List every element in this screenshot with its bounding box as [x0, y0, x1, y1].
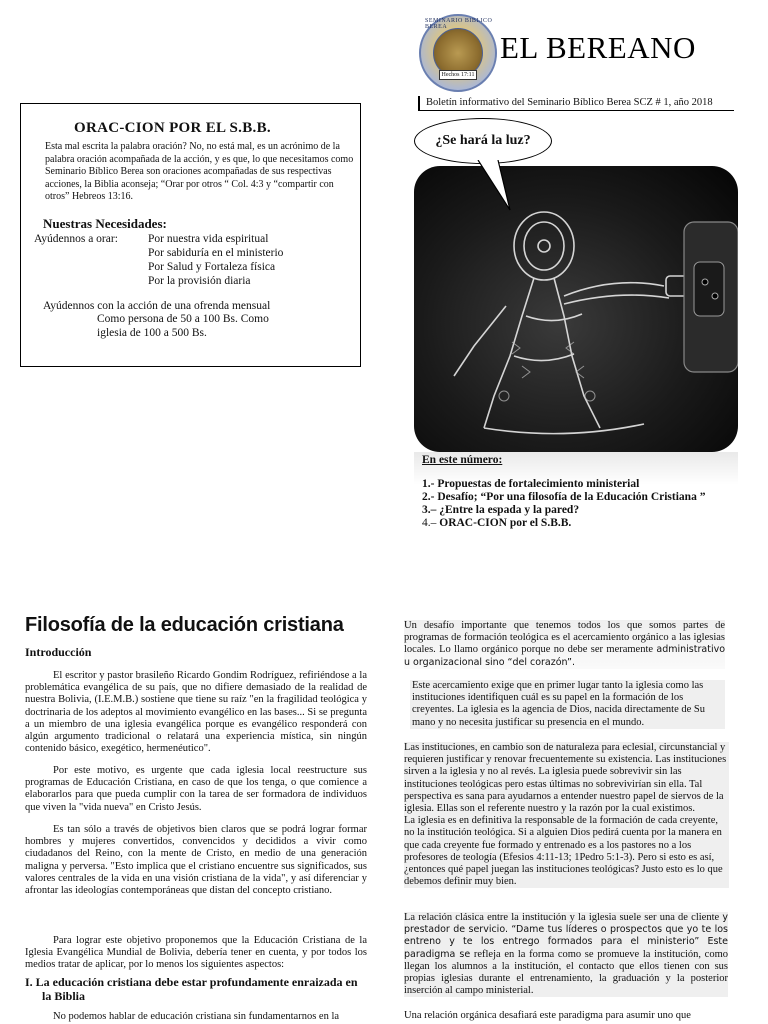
need-item: Por la provisión diaria	[148, 274, 251, 287]
paragraph-text: Para lograr este objetivo proponemos que la Educación Cristiana de la Iglesia Evangélica Mundial de Bolivia, debería tener en cuenta, y por todos los medios tratar de aplicar, por lo menos los siguientes aspectos:	[25, 935, 367, 971]
offer-text	[43, 300, 350, 341]
index-item: 2.- Desafío; “Por una filosofía de la Educación Cristiana ”	[422, 491, 706, 503]
right-paragraph: Una relación orgánica desafiará este paradigma para asumir uno que	[404, 1010, 691, 1021]
paragraph-text: Es tan sólo a través de objetivos bien claros que se podrá lograr formar hombres y mujeres convertidos, convencidos y decididos a vivir como ciudadanos del Reino, con la mente de Cristo, en medio de una generación maligna y perversa. "Esto implica que el cristiano encuentre sus significados, sus valores centrales de la vida en una visión cristiana de la vida", y así diferenciar y afrontar las ideologías contemporáneas que distan del concepto cristiano.	[25, 824, 367, 897]
speech-bubble-tail	[476, 160, 516, 212]
seminary-logo	[419, 14, 497, 92]
needs-lead: Ayúdennos a orar:	[34, 232, 118, 245]
paragraph-text: La relación clásica entre la institución y la iglesia suele ser una de cliente	[404, 912, 720, 923]
article-paragraph	[25, 1011, 367, 1023]
issue-index	[414, 452, 738, 534]
logo-book-icon: Hechos 17:11	[439, 70, 477, 80]
index-heading: En este número:	[422, 454, 503, 466]
paragraph-text: Las instituciones, en cambio son de naturaleza para eclesial, circunstancial y requieren justificar y renovar frecuentemente su existencia. Las instituciones sirven a la iglesia y no al revés. La iglesia puede sobrevivir sin las instituciones teológicas pero estas últimas no sobrevivirían sin ella. Tal perspectiva es sana para ayudarnos a entender nuestro papel de siervos de la iglesia. Ellas son el referente nuestro y la razón por la cual existimos.	[404, 742, 727, 815]
need-item: Por nuestra vida espiritual	[148, 232, 269, 245]
logo-ring-text: SEMINARIO BIBLICO BEREA	[425, 18, 493, 30]
intro-heading: Introducción	[25, 645, 92, 659]
index-item-number: 4.–	[422, 517, 437, 529]
article-paragraph	[25, 670, 367, 755]
right-paragraph	[404, 912, 728, 997]
paragraph-script-text: y prestador de servicio. “Dame tus líderes o prospectos que yo te los entreno y te los entrego formados para el ministerio” Este paradigma se	[404, 912, 729, 960]
speech-bubble: ¿Se hará la luz?	[414, 118, 552, 164]
paragraph-text: Por este motivo, es urgente que cada iglesia local reestructure sus programas de Educación Cristiana, en caso de que los tenga, o que comience a elaborarlos para que pueda cumplir con la tarea de ser formadora de individuos que viven la "vida nueva" en Cristo Jesús.	[25, 765, 367, 813]
index-item: 3.– ¿Entre la espada y la pared?	[422, 504, 580, 516]
article-paragraph	[25, 824, 367, 897]
article-title: Filosofía de la educación cristiana	[25, 614, 344, 636]
right-paragraph: Este acercamiento exige que en primer lugar tanto la iglesia como las instituciones identifiquen cuál es su papel en la formación de los creyentes. La iglesia es la agencia de Dios, nacida directamente de Su mano y no necesita justificar su presencia en el mundo.	[410, 680, 725, 729]
paragraph-text: El escritor y pastor brasileño Ricardo Gondim Rodríguez, refiriéndose a la problemática evangélica de su país, que no difiere demasiado de la realidad de nuestra Bolivia, (I.E.M.B.) sostiene que tiene su raíz "en la fragilidad teológica y doctrinaria de los adeptos al movimiento evangélico en las bases... Si se pregunta a un miembro de una iglesia evangélica porque es evangélico responderá con algún argumento tradicional o relatará una experiencia mística, sin ningún contenido básico, exegético, hermenéutico".	[25, 670, 367, 755]
prayer-box-title: ORAC-CION POR EL S.B.B.	[74, 120, 271, 136]
offer-line: Ayúdennos con la acción de una ofrenda mensual	[43, 299, 271, 312]
cover-photo	[414, 166, 738, 452]
newsletter-title: EL BEREANO	[500, 30, 696, 65]
article-paragraph	[25, 765, 367, 814]
prayer-box	[20, 103, 361, 367]
paragraph-text: No podemos hablar de educación cristiana sin fundamentarnos en la	[53, 1011, 340, 1022]
bulletin-subtitle: Boletín informativo del Seminario Bíblico Berea SCZ # 1, año 2018	[418, 96, 734, 111]
paragraph-script-text: administrativo u organizacional sino “del corazón”.	[404, 644, 726, 668]
offer-line: Como persona de 50 a 100 Bs. Como	[97, 313, 269, 325]
offer-line: iglesia de 100 a 500 Bs.	[97, 326, 207, 339]
index-item	[422, 517, 730, 530]
paragraph-text: refleja en la forma como se promueve la institución, como llegan los alumnos a la institución, el contacto que ellos tienen con sus propias iglesias durante el entrenamiento, la graduación y la posterior inserción al campo ministerial.	[404, 948, 729, 997]
paragraph-text: Un desafío importante que tenemos todos los que somos partes de programas de formación teológica es el acercamiento orgánico a las iglesias locales. Lo llamo orgánico porque no debe ser meramente	[404, 620, 725, 656]
right-paragraph	[404, 620, 725, 669]
right-paragraph	[404, 742, 729, 888]
needs-title: Nuestras Necesidades:	[43, 215, 167, 231]
paragraph-text: La iglesia es en definitiva la responsable de la formación de cada creyente, no la institución teológica. Si a alguien Dios pedirá cuenta por la manera en que cada creyente fue formado y entrenado es a los pastores no a los profesores de teología (Efesios 4:11-13; 1Pedro 5:1-3). Pero si esto es así, ¿entonces qué papel juegan las instituciones teológicas? Justo esto es lo que debemos definir muy bien.	[404, 815, 723, 888]
index-item-text: ORAC-CION por el S.B.B.	[439, 517, 572, 529]
need-item: Por sabiduría en el ministerio	[148, 246, 284, 259]
needs-list	[34, 232, 350, 288]
robot-plug-illustration	[414, 166, 738, 452]
need-item: Por Salud y Fortaleza física	[148, 260, 276, 273]
article-paragraph	[25, 935, 367, 972]
prayer-box-text: Esta mal escrita la palabra oración? No, no está mal, es un acrónimo de la palabra oración acompañada de la acción, y es que, lo que necesitamos como Seminario Bíblico Berea son oraciones acompañadas de sus respectivas acciones, la Biblia aconseja; “Orar por otros “ Col. 4:3 y “compartir con otros” Hebreos 13:16.	[45, 141, 354, 202]
section-heading-line: la Biblia	[42, 989, 86, 1003]
section-heading	[25, 975, 365, 1003]
section-heading-line: I. La educación cristiana debe estar profundamente enraizada en	[25, 975, 358, 989]
index-item: 1.- Propuestas de fortalecimiento ministerial	[422, 478, 640, 490]
